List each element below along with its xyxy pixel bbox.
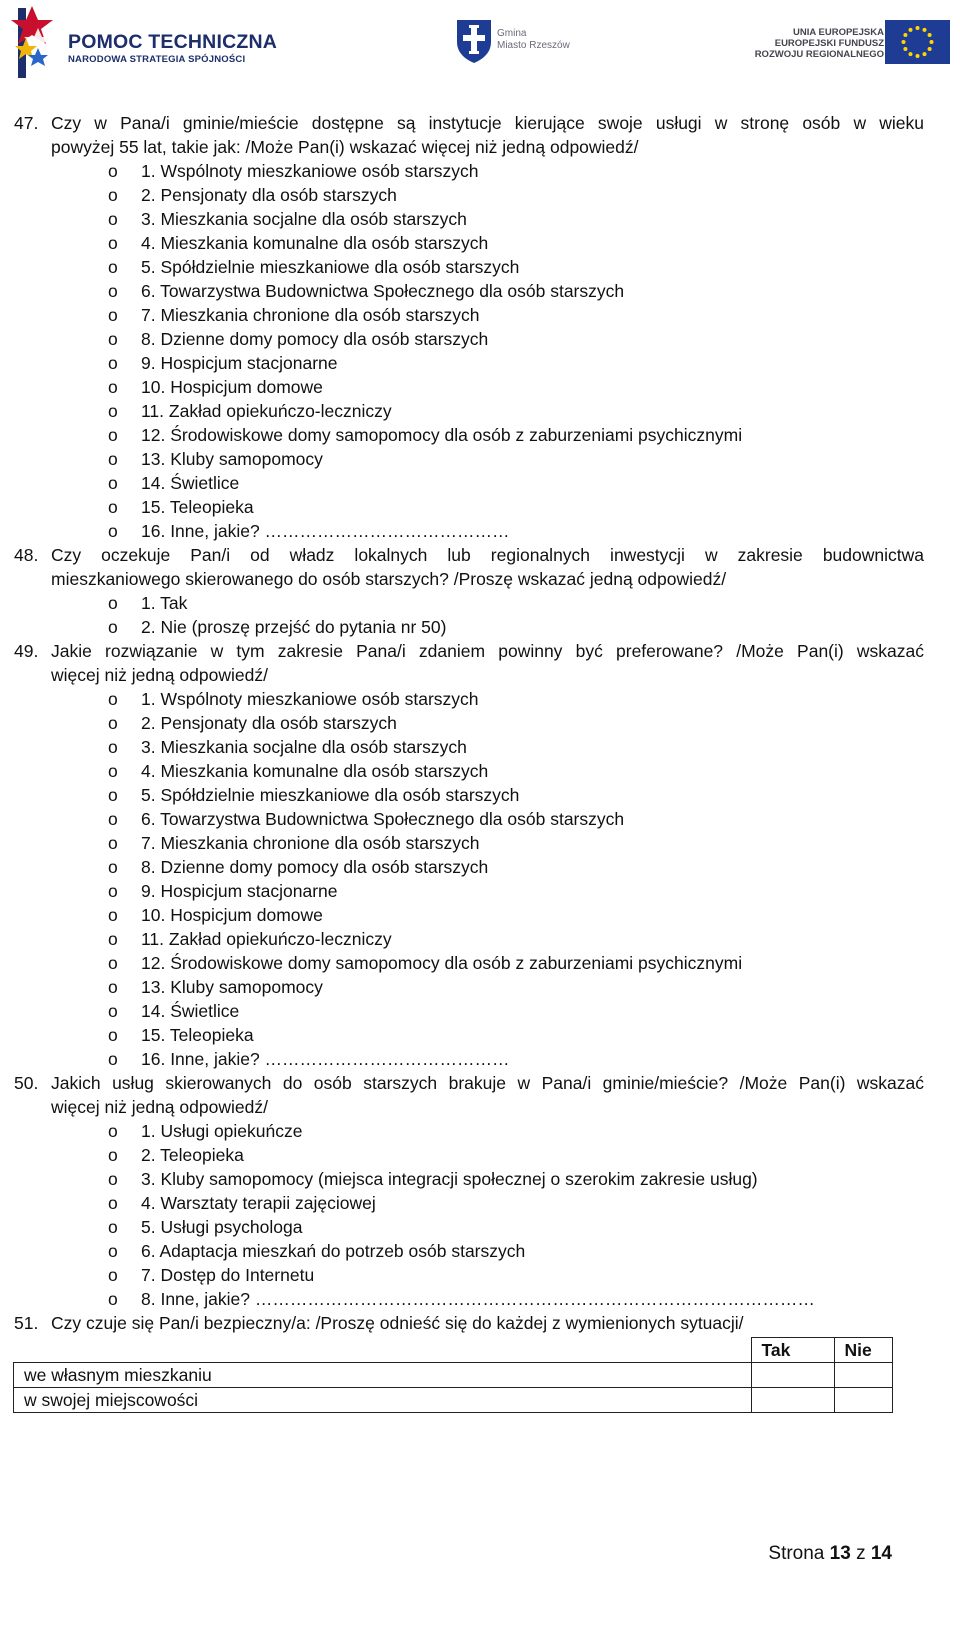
option-item[interactable]	[14, 1119, 924, 1143]
bullet-icon: o	[108, 425, 118, 445]
bullet-icon: o	[108, 1193, 118, 1213]
option-label: 10. Hospicjum domowe	[141, 905, 323, 925]
option-label: 15. Teleopieka	[141, 497, 254, 517]
option-item[interactable]	[14, 1239, 924, 1263]
bullet-icon: o	[108, 1049, 118, 1069]
eu-logo-text: UNIA EUROPEJSKA EUROPEJSKI FUNDUSZ ROZWOJU REGIONALNEGO	[754, 27, 884, 60]
page-header	[0, 0, 960, 90]
logo-city-text: Miasto Rzeszów	[497, 40, 570, 51]
option-label: 1. Tak	[141, 593, 188, 613]
option-label: 13. Kluby samopomocy	[141, 977, 323, 997]
option-item[interactable]	[14, 783, 924, 807]
option-label: 8. Inne, jakie? ……………………………………………………………………………………	[141, 1289, 815, 1309]
bullet-icon: o	[108, 161, 118, 181]
question-number: 50.	[14, 1073, 39, 1093]
bullet-icon: o	[108, 305, 118, 325]
question-51	[14, 1311, 924, 1335]
question-50-options	[14, 1119, 924, 1311]
option-item[interactable]	[14, 447, 924, 471]
eu-logo	[745, 18, 950, 68]
option-label: 7. Mieszkania chronione dla osób starszych	[141, 305, 480, 325]
bullet-icon: o	[108, 521, 118, 541]
bullet-icon: o	[108, 257, 118, 277]
bullet-icon: o	[108, 1121, 118, 1141]
option-item[interactable]	[14, 1023, 924, 1047]
question-text: Czy oczekuje Pan/i od władz lokalnych lub regionalnych inwestycji w zakresie budownictwa	[51, 545, 924, 565]
questionnaire-content	[14, 111, 924, 1335]
bullet-icon: o	[108, 953, 118, 973]
pomoc-techniczna-logo	[8, 4, 278, 80]
option-item[interactable]	[14, 231, 924, 255]
bullet-icon: o	[108, 857, 118, 877]
option-label: 8. Dzienne domy pomocy dla osób starszych	[141, 329, 489, 349]
option-label: 4. Mieszkania komunalne dla osób starszych	[141, 233, 489, 253]
bullet-icon: o	[108, 809, 118, 829]
option-label: 12. Środowiskowe domy samopomocy dla osób z zaburzeniami psychicznymi	[141, 953, 743, 973]
question-text: Czy czuje się Pan/i bezpieczny/a: /Proszę odnieść się do każdej z wymienionych sytuacji/	[51, 1313, 744, 1333]
option-label: 8. Dzienne domy pomocy dla osób starszych	[141, 857, 489, 877]
option-label: 3. Mieszkania socjalne dla osób starszych	[141, 737, 467, 757]
coat-of-arms-icon	[455, 18, 493, 64]
option-item[interactable]	[14, 927, 924, 951]
column-header-yes: Tak	[751, 1338, 834, 1363]
option-label: 15. Teleopieka	[141, 1025, 254, 1045]
option-item[interactable]	[14, 399, 924, 423]
option-item[interactable]	[14, 1143, 924, 1167]
option-item[interactable]	[14, 351, 924, 375]
bullet-icon: o	[108, 761, 118, 781]
bullet-icon: o	[108, 473, 118, 493]
question-text: więcej niż jedną odpowiedź/	[51, 665, 268, 685]
option-item[interactable]	[14, 615, 924, 639]
option-label: 11. Zakład opiekuńczo-leczniczy	[141, 401, 392, 421]
option-item[interactable]	[14, 495, 924, 519]
table-corner-cell	[14, 1338, 752, 1363]
eu-flag-icon	[885, 20, 950, 64]
option-item[interactable]	[14, 687, 924, 711]
option-label: 2. Pensjonaty dla osób starszych	[141, 185, 397, 205]
bullet-icon: o	[108, 689, 118, 709]
table-header-row	[14, 1338, 893, 1363]
bullet-icon: o	[108, 1241, 118, 1261]
option-item[interactable]	[14, 999, 924, 1023]
bullet-icon: o	[108, 233, 118, 253]
option-label: 1. Usługi opiekuńcze	[141, 1121, 303, 1141]
option-label: 1. Wspólnoty mieszkaniowe osób starszych	[141, 161, 479, 181]
option-label: 5. Spółdzielnie mieszkaniowe dla osób starszych	[141, 257, 520, 277]
option-item[interactable]	[14, 855, 924, 879]
option-item[interactable]	[14, 903, 924, 927]
option-label: 6. Adaptacja mieszkań do potrzeb osób starszych	[141, 1241, 526, 1261]
option-item[interactable]	[14, 255, 924, 279]
bullet-icon: o	[108, 1025, 118, 1045]
option-label: 4. Warsztaty terapii zajęciowej	[141, 1193, 376, 1213]
option-label: 5. Spółdzielnie mieszkaniowe dla osób starszych	[141, 785, 520, 805]
option-label: 14. Świetlice	[141, 1001, 240, 1021]
question-48-cont	[14, 567, 924, 591]
bullet-icon: o	[108, 1169, 118, 1189]
question-text: powyżej 55 lat, takie jak: /Może Pan(i) wskazać więcej niż jedną odpowiedź/	[51, 137, 639, 157]
option-item[interactable]	[14, 327, 924, 351]
question-text: więcej niż jedną odpowiedź/	[51, 1097, 268, 1117]
bullet-icon: o	[108, 833, 118, 853]
question-number: 49.	[14, 641, 39, 661]
option-item[interactable]	[14, 471, 924, 495]
table-row	[14, 1388, 893, 1413]
option-item[interactable]	[14, 1287, 924, 1311]
option-item[interactable]	[14, 591, 924, 615]
option-item[interactable]	[14, 1215, 924, 1239]
question-number: 47.	[14, 113, 39, 133]
option-item[interactable]	[14, 279, 924, 303]
bullet-icon: o	[108, 1217, 118, 1237]
bullet-icon: o	[108, 281, 118, 301]
bullet-icon: o	[108, 1265, 118, 1285]
option-label: 9. Hospicjum stacjonarne	[141, 881, 338, 901]
question-47-cont	[14, 135, 924, 159]
answer-cell-yes[interactable]	[751, 1363, 834, 1388]
answer-cell-no[interactable]	[834, 1363, 892, 1388]
option-label: 1. Wspólnoty mieszkaniowe osób starszych	[141, 689, 479, 709]
option-item[interactable]	[14, 1191, 924, 1215]
column-header-no: Nie	[834, 1338, 892, 1363]
option-label: 7. Dostęp do Internetu	[141, 1265, 315, 1285]
option-label: 2. Teleopieka	[141, 1145, 244, 1165]
option-item[interactable]	[14, 207, 924, 231]
bullet-icon: o	[108, 929, 118, 949]
option-item[interactable]	[14, 759, 924, 783]
option-label: 10. Hospicjum domowe	[141, 377, 323, 397]
logo-gmina-text: Gmina	[497, 28, 527, 39]
option-label: 16. Inne, jakie? ……………………………………	[141, 521, 510, 541]
bullet-icon: o	[108, 713, 118, 733]
bullet-icon: o	[108, 353, 118, 373]
question-47	[14, 111, 924, 135]
option-label: 9. Hospicjum stacjonarne	[141, 353, 338, 373]
option-item[interactable]	[14, 831, 924, 855]
option-item[interactable]	[14, 711, 924, 735]
option-label: 5. Usługi psychologa	[141, 1217, 303, 1237]
bullet-icon: o	[108, 329, 118, 349]
question-text: Jakich usług skierowanych do osób starszych brakuje w Pana/i gminie/mieście? /Może Pan(i) wskazać	[51, 1073, 924, 1093]
option-label: 3. Kluby samopomocy (miejsca integracji społecznej o szerokim zakresie usług)	[141, 1169, 758, 1189]
option-item[interactable]	[14, 975, 924, 999]
option-label: 2. Nie (proszę przejść do pytania nr 50)	[141, 617, 447, 637]
option-item[interactable]	[14, 519, 924, 543]
question-50	[14, 1071, 924, 1095]
option-item[interactable]	[14, 423, 924, 447]
option-item[interactable]	[14, 159, 924, 183]
option-label: 13. Kluby samopomocy	[141, 449, 323, 469]
option-label: 11. Zakład opiekuńczo-leczniczy	[141, 929, 392, 949]
gmina-rzeszow-logo	[455, 18, 585, 68]
option-item[interactable]	[14, 879, 924, 903]
option-label: 16. Inne, jakie? ……………………………………	[141, 1049, 510, 1069]
logo-subtitle: NARODOWA STRATEGIA SPÓJNOŚCI	[68, 54, 246, 65]
option-label: 14. Świetlice	[141, 473, 240, 493]
bullet-icon: o	[108, 785, 118, 805]
safety-table	[13, 1337, 893, 1413]
option-label: 6. Towarzystwa Budownictwa Społecznego dla osób starszych	[141, 281, 625, 301]
option-label: 7. Mieszkania chronione dla osób starszych	[141, 833, 480, 853]
bullet-icon: o	[108, 185, 118, 205]
option-item[interactable]	[14, 1167, 924, 1191]
bullet-icon: o	[108, 1001, 118, 1021]
logo-title: POMOC TECHNICZNA	[68, 31, 278, 53]
option-label: 2. Pensjonaty dla osób starszych	[141, 713, 397, 733]
answer-cell-yes[interactable]	[751, 1388, 834, 1413]
star-flag-icon	[8, 4, 64, 78]
option-item[interactable]	[14, 807, 924, 831]
page-number: Strona 13 z 14	[768, 1543, 892, 1564]
bullet-icon: o	[108, 377, 118, 397]
option-label: 6. Towarzystwa Budownictwa Społecznego dla osób starszych	[141, 809, 625, 829]
question-text: Jakie rozwiązanie w tym zakresie Pana/i zdaniem powinny być preferowane? /Może Pan(i) wskazać	[51, 641, 924, 661]
question-text: mieszkaniowego skierowanego do osób starszych? /Proszę wskazać jedną odpowiedź/	[51, 569, 727, 589]
question-48-options	[14, 591, 924, 639]
option-item[interactable]	[14, 375, 924, 399]
question-49	[14, 639, 924, 663]
bullet-icon: o	[108, 401, 118, 421]
question-text: Czy w Pana/i gminie/mieście dostępne są instytucje kierujące swoje usługi w stronę osób w wieku	[51, 113, 924, 133]
option-item[interactable]	[14, 303, 924, 327]
bullet-icon: o	[108, 905, 118, 925]
row-label: w swojej miejscowości	[14, 1388, 752, 1413]
answer-cell-no[interactable]	[834, 1388, 892, 1413]
option-item[interactable]	[14, 1047, 924, 1071]
bullet-icon: o	[108, 617, 118, 637]
bullet-icon: o	[108, 209, 118, 229]
question-47-options	[14, 159, 924, 543]
bullet-icon: o	[108, 497, 118, 517]
bullet-icon: o	[108, 1289, 118, 1309]
option-item[interactable]	[14, 735, 924, 759]
question-48	[14, 543, 924, 567]
bullet-icon: o	[108, 881, 118, 901]
option-label: 4. Mieszkania komunalne dla osób starszych	[141, 761, 489, 781]
option-item[interactable]	[14, 951, 924, 975]
bullet-icon: o	[108, 1145, 118, 1165]
question-50-cont	[14, 1095, 924, 1119]
option-label: 3. Mieszkania socjalne dla osób starszych	[141, 209, 467, 229]
bullet-icon: o	[108, 593, 118, 613]
table-row	[14, 1363, 893, 1388]
option-item[interactable]	[14, 1263, 924, 1287]
bullet-icon: o	[108, 737, 118, 757]
question-number: 51.	[14, 1313, 39, 1333]
question-49-options	[14, 687, 924, 1071]
bullet-icon: o	[108, 977, 118, 997]
bullet-icon: o	[108, 449, 118, 469]
option-item[interactable]	[14, 183, 924, 207]
question-49-cont	[14, 663, 924, 687]
question-number: 48.	[14, 545, 39, 565]
row-label: we własnym mieszkaniu	[14, 1363, 752, 1388]
option-label: 12. Środowiskowe domy samopomocy dla osób z zaburzeniami psychicznymi	[141, 425, 743, 445]
